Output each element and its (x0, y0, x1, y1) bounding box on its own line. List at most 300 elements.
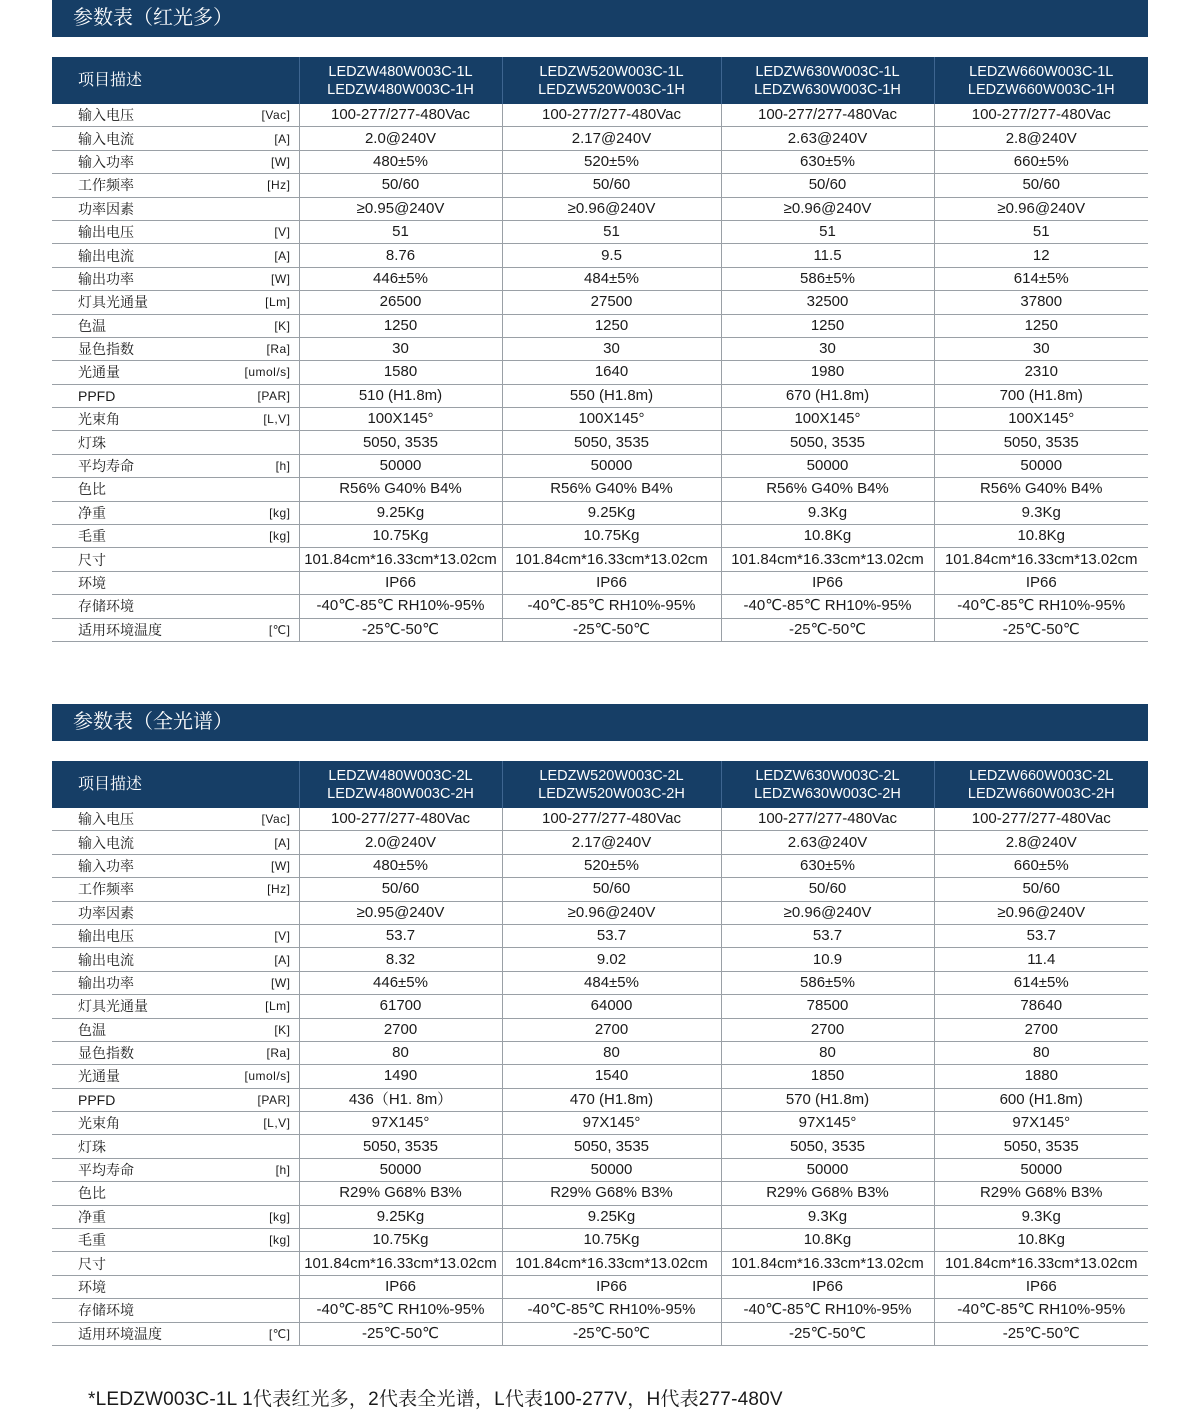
table-row (52, 104, 1148, 127)
param-name: 色温 (78, 317, 106, 334)
table-row (52, 150, 1148, 173)
table-cell: 9.25Kg (299, 1205, 502, 1228)
table-cell: 5050, 3535 (299, 1135, 502, 1158)
table-cell: 101.84cm*16.33cm*13.02cm (502, 548, 721, 571)
row-label-cell (52, 127, 299, 150)
param-name: 毛重 (78, 528, 106, 545)
table-cell: 614±5% (934, 971, 1148, 994)
table-cell: ≥0.96@240V (502, 197, 721, 220)
table-row (52, 948, 1148, 971)
table-cell: 670 (H1.8m) (721, 384, 934, 407)
param-unit: [umol/s] (244, 1069, 291, 1084)
table-cell: R29% G68% B3% (299, 1182, 502, 1205)
row-label-cell (52, 244, 299, 267)
table-cell: 101.84cm*16.33cm*13.02cm (934, 548, 1148, 571)
table-cell: 5050, 3535 (721, 431, 934, 454)
model-name: LEDZW630W003C-1L (755, 63, 900, 80)
table-cell: R29% G68% B3% (502, 1182, 721, 1205)
param-name: 功率因素 (78, 200, 134, 217)
model-name: LEDZW630W003C-2L (755, 767, 900, 784)
row-label-cell (52, 174, 299, 197)
table-cell: ≥0.96@240V (934, 197, 1148, 220)
model-name: LEDZW480W003C-2L (328, 767, 473, 784)
param-name: 光束角 (78, 411, 120, 428)
table-cell: 5050, 3535 (721, 1135, 934, 1158)
model-header (934, 761, 1148, 808)
footnote: *LEDZW003C-1L 1代表红光多，2代表全光谱，L代表100-277V，H代表277-480V (88, 1389, 783, 1410)
table-cell: ≥0.96@240V (721, 901, 934, 924)
row-label-cell (52, 948, 299, 971)
param-name: 光通量 (78, 364, 120, 381)
param-name: 色比 (78, 481, 106, 498)
table-cell: 51 (721, 220, 934, 243)
param-name: 功率因素 (78, 904, 134, 921)
table-row (52, 901, 1148, 924)
table-cell: -40℃-85℃ RH10%-95% (934, 1299, 1148, 1322)
table-cell: -25℃-50℃ (502, 618, 721, 641)
table-cell: 10.8Kg (721, 1229, 934, 1252)
param-name: 输出功率 (78, 270, 134, 287)
model-header (299, 761, 502, 808)
table-row (52, 454, 1148, 477)
param-name: 净重 (78, 1208, 106, 1225)
table-cell: 10.75Kg (299, 525, 502, 548)
table-cell: -25℃-50℃ (299, 1322, 502, 1345)
table-cell: 53.7 (299, 924, 502, 947)
table-cell: 5050, 3535 (502, 431, 721, 454)
table-row (52, 1158, 1148, 1181)
table-cell: 520±5% (502, 150, 721, 173)
table-cell: 480±5% (299, 150, 502, 173)
row-label-cell (52, 104, 299, 127)
model-name: LEDZW660W003C-2H (967, 785, 1115, 802)
table-cell: 100-277/277-480Vac (502, 808, 721, 831)
table-cell: 100-277/277-480Vac (721, 808, 934, 831)
header-label: 项目描述 (52, 57, 299, 104)
model-name: LEDZW630W003C-2H (754, 785, 901, 802)
table-row (52, 478, 1148, 501)
param-unit: [Ra] (266, 1046, 291, 1061)
table-cell: 446±5% (299, 971, 502, 994)
table-header-row (52, 761, 1148, 808)
table-cell: 80 (721, 1041, 934, 1064)
row-label-cell (52, 1158, 299, 1181)
param-unit: [A] (274, 952, 291, 967)
param-name: 灯具光通量 (78, 998, 148, 1015)
table-cell: 1250 (502, 314, 721, 337)
table-cell: 1540 (502, 1065, 721, 1088)
table-cell: 570 (H1.8m) (721, 1088, 934, 1111)
table-cell: 97X145° (934, 1112, 1148, 1135)
table-cell: -25℃-50℃ (721, 1322, 934, 1345)
param-unit: [V] (274, 929, 291, 944)
table-row (52, 1299, 1148, 1322)
table-cell: 50/60 (934, 878, 1148, 901)
table-cell: 51 (299, 220, 502, 243)
row-label-cell (52, 1065, 299, 1088)
table-cell: IP66 (299, 571, 502, 594)
row-label-cell (52, 501, 299, 524)
table-cell: 9.25Kg (502, 1205, 721, 1228)
param-name: 输出电压 (78, 928, 134, 945)
param-name: 灯珠 (78, 434, 106, 451)
table-cell: 53.7 (721, 924, 934, 947)
table-cell: 50000 (721, 1158, 934, 1181)
table-row (52, 548, 1148, 571)
table-cell: 470 (H1.8m) (502, 1088, 721, 1111)
table-cell: 50000 (502, 454, 721, 477)
table-row (52, 361, 1148, 384)
table-cell: 50000 (502, 1158, 721, 1181)
row-label-cell (52, 150, 299, 173)
table-row (52, 831, 1148, 854)
table-cell: -25℃-50℃ (502, 1322, 721, 1345)
table-row (52, 595, 1148, 618)
table-cell: 480±5% (299, 854, 502, 877)
table-row (52, 384, 1148, 407)
table-cell: 9.3Kg (934, 501, 1148, 524)
table-cell: 5050, 3535 (934, 1135, 1148, 1158)
table-row (52, 314, 1148, 337)
table-cell: 97X145° (502, 1112, 721, 1135)
table-row (52, 854, 1148, 877)
param-unit: [PAR] (257, 388, 291, 403)
param-name: 存储环境 (78, 598, 134, 615)
model-name: LEDZW480W003C-1L (328, 63, 473, 80)
row-label-cell (52, 995, 299, 1018)
param-name: 净重 (78, 504, 106, 521)
table-row (52, 1041, 1148, 1064)
table-cell: 660±5% (934, 854, 1148, 877)
table-cell: 26500 (299, 291, 502, 314)
table-cell: 101.84cm*16.33cm*13.02cm (934, 1252, 1148, 1275)
table-cell: -25℃-50℃ (934, 618, 1148, 641)
table-cell: 80 (502, 1041, 721, 1064)
table-cell: 5050, 3535 (299, 431, 502, 454)
table-cell: 50/60 (502, 878, 721, 901)
param-name: 平均寿命 (78, 1162, 134, 1179)
row-label-cell (52, 267, 299, 290)
param-unit: [h] (275, 459, 291, 474)
table-cell: 101.84cm*16.33cm*13.02cm (721, 1252, 934, 1275)
table-cell: 10.8Kg (721, 525, 934, 548)
param-unit: [W] (271, 271, 291, 286)
row-label-cell (52, 454, 299, 477)
table-cell: 2.63@240V (721, 127, 934, 150)
table-cell: 50/60 (721, 174, 934, 197)
table-cell: 51 (934, 220, 1148, 243)
table-cell: R56% G40% B4% (934, 478, 1148, 501)
table-cell: 100X145° (721, 408, 934, 431)
table-row (52, 408, 1148, 431)
table-cell: 97X145° (721, 1112, 934, 1135)
table-cell: 2.8@240V (934, 127, 1148, 150)
row-label-cell (52, 971, 299, 994)
model-header (299, 57, 502, 104)
table-row (52, 1088, 1148, 1111)
table-cell: -40℃-85℃ RH10%-95% (721, 595, 934, 618)
table-cell: 101.84cm*16.33cm*13.02cm (502, 1252, 721, 1275)
param-unit: [K] (274, 1022, 291, 1037)
table-cell: 9.25Kg (502, 501, 721, 524)
table-cell: 9.3Kg (934, 1205, 1148, 1228)
row-label-cell (52, 1135, 299, 1158)
table-cell: R56% G40% B4% (299, 478, 502, 501)
table-cell: 5050, 3535 (934, 431, 1148, 454)
param-name: 输入电压 (78, 107, 134, 124)
table-cell: 9.3Kg (721, 501, 934, 524)
table-cell: 50000 (299, 454, 502, 477)
table-cell: -40℃-85℃ RH10%-95% (502, 595, 721, 618)
table-cell: 630±5% (721, 854, 934, 877)
table-cell: R56% G40% B4% (502, 478, 721, 501)
table-cell: 700 (H1.8m) (934, 384, 1148, 407)
table-cell: R29% G68% B3% (721, 1182, 934, 1205)
table-cell: 1490 (299, 1065, 502, 1088)
table-cell: 1250 (721, 314, 934, 337)
param-unit: [Lm] (265, 295, 291, 310)
param-name: 输入电流 (78, 834, 134, 851)
param-name: 灯具光通量 (78, 294, 148, 311)
table-row (52, 267, 1148, 290)
table-cell: 50000 (299, 1158, 502, 1181)
param-unit: [L,V] (263, 412, 291, 427)
table-cell: IP66 (934, 1275, 1148, 1298)
section-title: 参数表（红光多） (52, 0, 1148, 37)
param-name: 显色指数 (78, 341, 134, 358)
table-cell: -25℃-50℃ (721, 618, 934, 641)
param-unit: [Lm] (265, 999, 291, 1014)
row-label-cell (52, 1299, 299, 1322)
row-label-cell (52, 1112, 299, 1135)
table-cell: -40℃-85℃ RH10%-95% (721, 1299, 934, 1322)
table-cell: 30 (502, 337, 721, 360)
row-label-cell (52, 1322, 299, 1345)
table-row (52, 127, 1148, 150)
table-cell: 1980 (721, 361, 934, 384)
table-cell: 550 (H1.8m) (502, 384, 721, 407)
table-cell: 2700 (934, 1018, 1148, 1041)
row-label-cell (52, 408, 299, 431)
param-name: 工作频率 (78, 177, 134, 194)
table-row (52, 220, 1148, 243)
param-name: 输出电流 (78, 951, 134, 968)
row-label-cell (52, 361, 299, 384)
param-name: 输入功率 (78, 153, 134, 170)
param-name: 存储环境 (78, 1302, 134, 1319)
table-cell: 53.7 (934, 924, 1148, 947)
spec-table (52, 57, 1148, 642)
param-unit: [℃] (268, 1326, 291, 1341)
param-unit: [W] (271, 975, 291, 990)
table-cell: 630±5% (721, 150, 934, 173)
spec-section-red (52, 0, 1148, 642)
table-row (52, 1205, 1148, 1228)
param-unit: [kg] (269, 505, 291, 520)
table-cell: 9.5 (502, 244, 721, 267)
table-cell: 11.5 (721, 244, 934, 267)
table-row (52, 1018, 1148, 1041)
model-name: LEDZW520W003C-2L (539, 767, 684, 784)
table-cell: 50000 (934, 454, 1148, 477)
param-name: 环境 (78, 1279, 106, 1295)
table-cell: -40℃-85℃ RH10%-95% (934, 595, 1148, 618)
row-label-cell (52, 291, 299, 314)
param-unit: [A] (274, 835, 291, 850)
table-cell: 1880 (934, 1065, 1148, 1088)
table-cell: 2.17@240V (502, 831, 721, 854)
table-cell: ≥0.96@240V (934, 901, 1148, 924)
model-header (934, 57, 1148, 104)
row-label-cell (52, 1252, 299, 1275)
table-cell: 1250 (934, 314, 1148, 337)
table-row (52, 971, 1148, 994)
param-name: 色温 (78, 1021, 106, 1038)
table-row (52, 1112, 1148, 1135)
table-cell: 2.17@240V (502, 127, 721, 150)
param-unit: [Vac] (261, 812, 291, 827)
table-row (52, 1229, 1148, 1252)
table-cell: 30 (934, 337, 1148, 360)
table-cell: 50/60 (934, 174, 1148, 197)
param-name: 输入电压 (78, 811, 134, 828)
param-unit: [Vac] (261, 108, 291, 123)
param-name: 色比 (78, 1185, 106, 1202)
table-cell: 64000 (502, 995, 721, 1018)
table-cell: 50/60 (299, 878, 502, 901)
table-cell: 10.75Kg (502, 525, 721, 548)
table-row (52, 571, 1148, 594)
table-row (52, 618, 1148, 641)
table-cell: 2.63@240V (721, 831, 934, 854)
table-cell: IP66 (299, 1275, 502, 1298)
table-header-row (52, 57, 1148, 104)
table-cell: 50/60 (299, 174, 502, 197)
spec-section-full-spectrum (52, 704, 1148, 1346)
table-cell: 51 (502, 220, 721, 243)
param-unit: [L,V] (263, 1116, 291, 1131)
param-unit: [PAR] (257, 1092, 291, 1107)
param-unit: [kg] (269, 1209, 291, 1224)
param-unit: [K] (274, 318, 291, 333)
table-cell: 101.84cm*16.33cm*13.02cm (721, 548, 934, 571)
table-cell: IP66 (721, 1275, 934, 1298)
table-row (52, 174, 1148, 197)
table-cell: IP66 (934, 571, 1148, 594)
param-unit: [V] (274, 225, 291, 240)
param-unit: [W] (271, 154, 291, 169)
model-header (502, 761, 721, 808)
table-cell: ≥0.95@240V (299, 901, 502, 924)
table-cell: 12 (934, 244, 1148, 267)
table-cell: 10.75Kg (502, 1229, 721, 1252)
row-label-cell (52, 1205, 299, 1228)
table-row (52, 995, 1148, 1018)
table-cell: -40℃-85℃ RH10%-95% (502, 1299, 721, 1322)
param-name: 环境 (78, 575, 106, 591)
param-name: 输出功率 (78, 974, 134, 991)
param-name: 输出电压 (78, 224, 134, 241)
row-label-cell (52, 384, 299, 407)
model-name: LEDZW660W003C-2L (969, 767, 1114, 784)
table-cell: -40℃-85℃ RH10%-95% (299, 595, 502, 618)
row-label-cell (52, 878, 299, 901)
table-cell: 101.84cm*16.33cm*13.02cm (299, 548, 502, 571)
row-label-cell (52, 1229, 299, 1252)
table-cell: 50000 (934, 1158, 1148, 1181)
table-cell: 50/60 (721, 878, 934, 901)
table-cell: 50/60 (502, 174, 721, 197)
table-cell: 30 (721, 337, 934, 360)
model-name: LEDZW480W003C-1H (327, 81, 474, 98)
table-row (52, 808, 1148, 831)
section-title: 参数表（全光谱） (52, 704, 1148, 741)
table-cell: -25℃-50℃ (934, 1322, 1148, 1345)
row-label-cell (52, 1275, 299, 1298)
table-cell: 37800 (934, 291, 1148, 314)
param-name: 显色指数 (78, 1045, 134, 1062)
table-cell: 2.8@240V (934, 831, 1148, 854)
table-row (52, 1065, 1148, 1088)
table-row (52, 1275, 1148, 1298)
table-cell: 446±5% (299, 267, 502, 290)
table-cell: 2.0@240V (299, 127, 502, 150)
table-cell: 100-277/277-480Vac (721, 104, 934, 127)
row-label-cell (52, 901, 299, 924)
param-name: 适用环境温度 (78, 621, 162, 638)
table-cell: 100-277/277-480Vac (934, 808, 1148, 831)
param-name: 适用环境温度 (78, 1325, 162, 1342)
table-cell: ≥0.95@240V (299, 197, 502, 220)
table-row (52, 525, 1148, 548)
table-row (52, 878, 1148, 901)
param-name: 毛重 (78, 1232, 106, 1249)
model-name: LEDZW660W003C-1L (969, 63, 1114, 80)
table-cell: R56% G40% B4% (721, 478, 934, 501)
param-unit: [A] (274, 248, 291, 263)
table-cell: 80 (299, 1041, 502, 1064)
param-name: PPFD (78, 387, 116, 404)
table-cell: 8.76 (299, 244, 502, 267)
param-unit: [Hz] (267, 178, 291, 193)
table-cell: 2700 (502, 1018, 721, 1041)
row-label-cell (52, 831, 299, 854)
param-unit: [h] (275, 1163, 291, 1178)
row-label-cell (52, 1182, 299, 1205)
table-cell: IP66 (502, 1275, 721, 1298)
table-cell: 78640 (934, 995, 1148, 1018)
table-cell: 586±5% (721, 971, 934, 994)
table-cell: 9.3Kg (721, 1205, 934, 1228)
table-cell: R29% G68% B3% (934, 1182, 1148, 1205)
param-name: 平均寿命 (78, 458, 134, 475)
table-cell: 97X145° (299, 1112, 502, 1135)
table-cell: 5050, 3535 (502, 1135, 721, 1158)
table-row (52, 337, 1148, 360)
table-row (52, 431, 1148, 454)
param-name: 光通量 (78, 1068, 120, 1085)
table-cell: 436（H1. 8m） (299, 1088, 502, 1111)
table-cell: 2700 (299, 1018, 502, 1041)
row-label-cell (52, 525, 299, 548)
table-cell: 80 (934, 1041, 1148, 1064)
table-cell: 586±5% (721, 267, 934, 290)
table-cell: 1580 (299, 361, 502, 384)
table-cell: 100X145° (934, 408, 1148, 431)
table-cell: 11.4 (934, 948, 1148, 971)
param-name: 灯珠 (78, 1138, 106, 1155)
model-name: LEDZW520W003C-2H (538, 785, 685, 802)
